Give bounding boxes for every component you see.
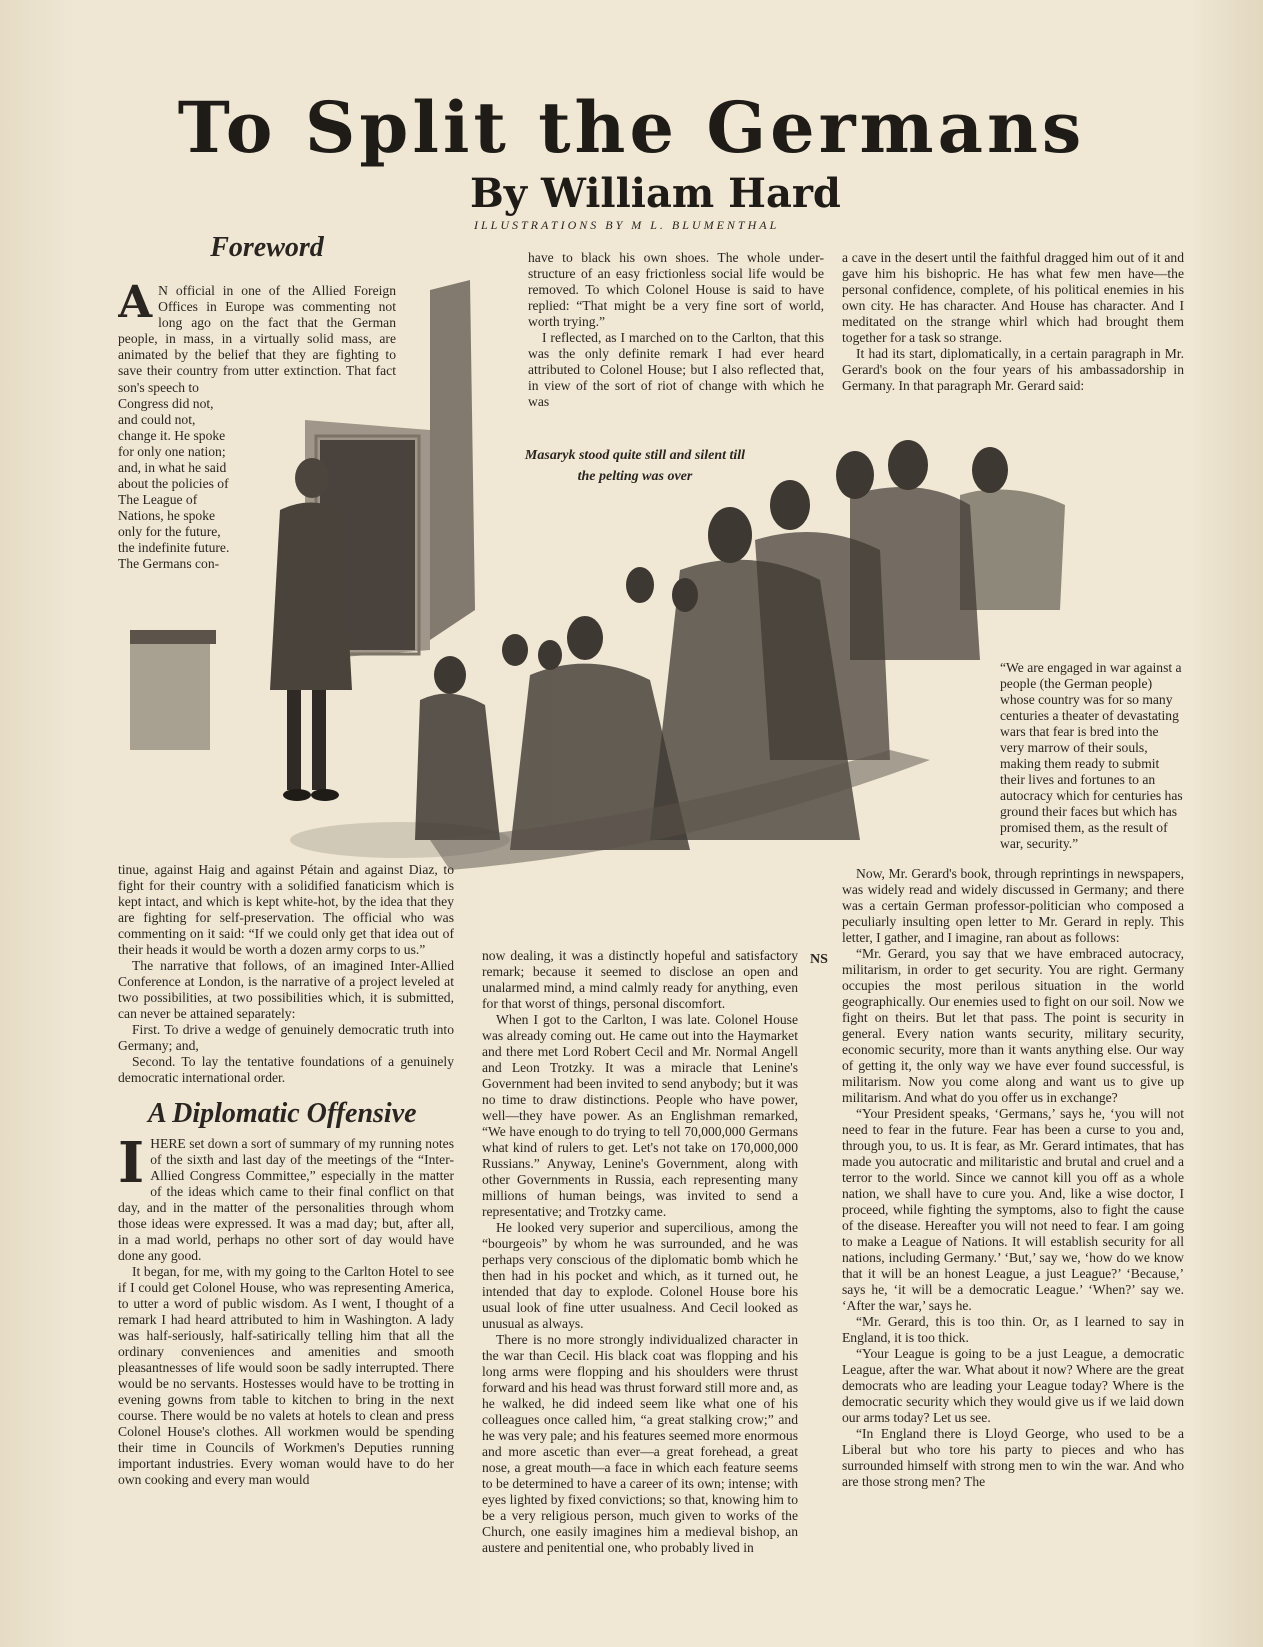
col3-p3: Now, Mr. Gerard's book, through reprintings in newspapers, was widely read and widely discussed in Germany; and there was a certain German professor-politician who composed a peculiarly insulting open letter to Mr. Gerard in reply. This letter, I gather, and I imagine, ran about as follows: bbox=[842, 866, 1184, 945]
foreword-paragraph-start bbox=[118, 283, 396, 378]
foreword-p4: Second. To lay the tentative foundations of a genuinely democratic international order. bbox=[118, 1054, 454, 1085]
illustration-caption: Masaryk stood quite still and silent till the pelting was over bbox=[524, 448, 746, 484]
section-dropcap: I bbox=[118, 1130, 145, 1196]
illustrations-credit: ILLUSTRATIONS BY M L. BLUMENTHAL bbox=[474, 218, 780, 232]
foreword-p3: First. To drive a wedge of genuinely democratic truth into Germany; and, bbox=[118, 1022, 454, 1053]
foreword-dropcap: A bbox=[118, 283, 153, 328]
column-2-top bbox=[528, 250, 824, 410]
col2-p6: There is no more strongly individualized character in the war than Cecil. His black coat was flopping and his long arms were flopping and his shoulders were thrust forward and his head was thrust forward still more and, as he walked, he did indeed seem like what one of his colleagues once called him, “a great stalking crow;” and he was very pale; and his features seemed more enormous and more ascetic than ever—a great forehead, a great nose, a great mouth—a face in which each feature seems to be determined to have a career of its own; intense; with eyes lighted by fixed convictions; so that, knowing him to be a very religious person, much given to works of the Church, one easily imagines him a medieval bishop, an austere and penitential one, who probably lived in bbox=[482, 1332, 798, 1555]
foreword-p1: N official in one of the Allied Foreign Offices in Europe was commenting not long ago on the fact that the German people, in mass, in a virtually solid mass, are animated by the belief that they are fighting to save their country from utter extinction. That fact bbox=[118, 283, 396, 378]
illustrator-signature: NS bbox=[810, 952, 828, 967]
gerard-quote bbox=[1000, 660, 1186, 860]
foreword-p2: The narrative that follows, of an imagined Inter-Allied Conference at London, is the narrative of a project leveled at two possibilities, at two possibilities which, it is submitted, can never be attained separately: bbox=[118, 958, 454, 1021]
col3-p1: a cave in the desert until the faithful dragged him out of it and gave him his bishopric. He has what few men have—the personal confidence, complete, of his political enemies in his own city. He has character. And House has character. And I meditated on the strange whirl which had brought them together for a task so strange. bbox=[842, 250, 1184, 345]
col3-p5: “Your President speaks, ‘Germans,’ says he, ‘you will not need to fear in the future. Fear has been a curse to you and, through you, to us. It is fear, as Mr. Gerard intimates, that has made you autocratic and militaristic and brutal and cruel and a terror to the world. Since we cannot kill you off as a whole nation, we shall have to cure you. And, like a wise doctor, I proceed, while fighting the symptoms, also to fight the cause of the disease. Hereafter you will not need to fear. I am going to make a League of Nations. It will establish security for all nations, including Germany.’ ‘But,’ say we, ‘how do we know that it will be an honest League, a just League?’ ‘Because,’ says he, ‘it will be a democratic League.’ ‘When?’ say we. ‘After the war,’ says he. bbox=[842, 1106, 1184, 1313]
foreword-narrow-block bbox=[118, 380, 236, 600]
foreword-heading: Foreword bbox=[210, 232, 324, 263]
column-1-top bbox=[118, 232, 396, 263]
col3-p4: “Mr. Gerard, you say that we have embraced autocracy, militarism, in order to get security. You are right. Germany occupies the most perilous situation in the world geographically. Our enemies used to fight on our soil. Now we fight on theirs. But let that pass. The point is security in general. Every nation wants security, military security, economic security, more than it wants anything else. Our way of getting it, the only way we have ever found successful, is militarism. Now you come along and want us to give up militarism. And what do you offer us in exchange? bbox=[842, 946, 1184, 1105]
col2-p5: He looked very superior and supercilious, among the “bourgeois” by whom he was surrounded, and he was perhaps very conscious of the diplomatic bomb which he then had in his pocket and which, as it turned out, he intended that day to explode. Colonel House bore his usual look of fine utter usualness. And Cecil looked as unusual as always. bbox=[482, 1220, 798, 1331]
column-3-top bbox=[842, 250, 1184, 410]
column-1-bottom bbox=[118, 862, 454, 1632]
byline: By William Hard bbox=[470, 170, 841, 217]
col2-p2: I reflected, as I marched on to the Carlton, that this was the only definite remark I had ever heard attributed to Colonel House; but I also reflected that, in view of the sort of riot of change with which he was bbox=[528, 330, 824, 409]
col3-p7: “Your League is going to be a just League, a democratic League, after the war. What about it now? Where are the great democrats who are leading your League today? Where is the democratic security which they would give us if we laid down our arms today? Let us see. bbox=[842, 1346, 1184, 1425]
column-2-bottom bbox=[482, 948, 798, 1633]
foreword-narrow-text: son's speech to Congress did not, and could not, change it. He spoke for only one nation; and, in what he said about the policies of The League of Nations, he spoke only for the future, the indefinite future. The Germans con- bbox=[118, 380, 230, 571]
section-heading: A Diplomatic Offensive bbox=[148, 1098, 417, 1129]
section-p1: HERE set down a sort of summary of my running notes of the sixth and last day of the meetings of the “Inter-Allied Congress Committee,” especially in the matter of the ideas which came to their final conflict on that day, and in the matter of the personalities through whom those ideas were expressed. It was a mad day; but, after all, in a mad world, perhaps no other sort of day would have done any good. bbox=[118, 1136, 454, 1263]
article-title: To Split the Germans bbox=[177, 86, 1086, 169]
col3-p6: “Mr. Gerard, this is too thin. Or, as I learned to say in England, it is too thick. bbox=[842, 1314, 1184, 1345]
col3-q1: “We are engaged in war against a people (the German people) whose country was for so many centuries a theater of devastating wars that fear is bred into the very marrow of their souls, making them ready to submit their lives and fortunes to an autocracy which for centuries has ground their faces but which has promised them, as the result of war, security.” bbox=[1000, 660, 1183, 851]
foreword-p1b: tinue, against Haig and against Pétain and against Diaz, to fight for their country with a solidified fanaticism which is kept intact, and which is kept white-hot, by the idea that they are fighting for self-preservation. The official who was commenting on it said: “If we could only get that idea out of their heads it would be worth a dozen army corps to us.” bbox=[118, 862, 454, 957]
col3-p8: “In England there is Lloyd George, who used to be a Liberal but who tore his party to pieces and who has surrounded himself with strong men to win the war. And who are those strong men? The bbox=[842, 1426, 1184, 1489]
col2-p3: now dealing, it was a distinctly hopeful and satisfactory remark; because it seemed to disclose an open and unalarmed mind, a mind calmly ready for anything, even for that worst of things, personal discomfort. bbox=[482, 948, 798, 1011]
col3-p2: It had its start, diplomatically, in a certain paragraph in Mr. Gerard's book on the four years of his ambassadorship in Germany. In that paragraph Mr. Gerard said: bbox=[842, 346, 1184, 393]
section-p2: It began, for me, with my going to the Carlton Hotel to see if I could get Colonel House, who was representing America, to utter a word of public wisdom. As I went, I thought of a remark I had heard attributed to him in Washington. A lady was half-seriously, half-satirically telling him that all the ordinary conveniences and amenities and smooth pleasantnesses of life would soon be sadly interrupted. There would be no servants. Hostesses would have to be trotting in evening gowns from table to kitchen to bring in the next course. There would be no valets at hotels to clean and press Colonel House's clothes. All workmen would be spending their time in Councils of Workmen's Deputies running important industries. Every woman would have to do her own cooking and every man would bbox=[118, 1264, 454, 1487]
col2-p1: have to black his own shoes. The whole under-structure of an easy frictionless social life would be removed. To which Colonel House is said to have replied: “That might be a very fine sort of world, worth trying.” bbox=[528, 250, 824, 329]
column-3-bottom bbox=[842, 866, 1184, 1633]
col2-p4: When I got to the Carlton, I was late. Colonel House was already coming out. He came out into the Haymarket and there met Lord Robert Cecil and Mr. Normal Angell and Leon Trotzky. It was a miracle that Lenine's Government had been invited to send anybody; but it was no time to draw distinctions. People who have power, well—they have power. As an Englishman remarked, “We have enough to do trying to tell 70,000,000 Germans what kind of rulers to get. Let's not take on 170,000,000 Russians.” Anyway, Lenine's Government, along with other Governments in Russia, each representing many millions of human beings, was invited to send a representative; and Trotzky came. bbox=[482, 1012, 798, 1219]
